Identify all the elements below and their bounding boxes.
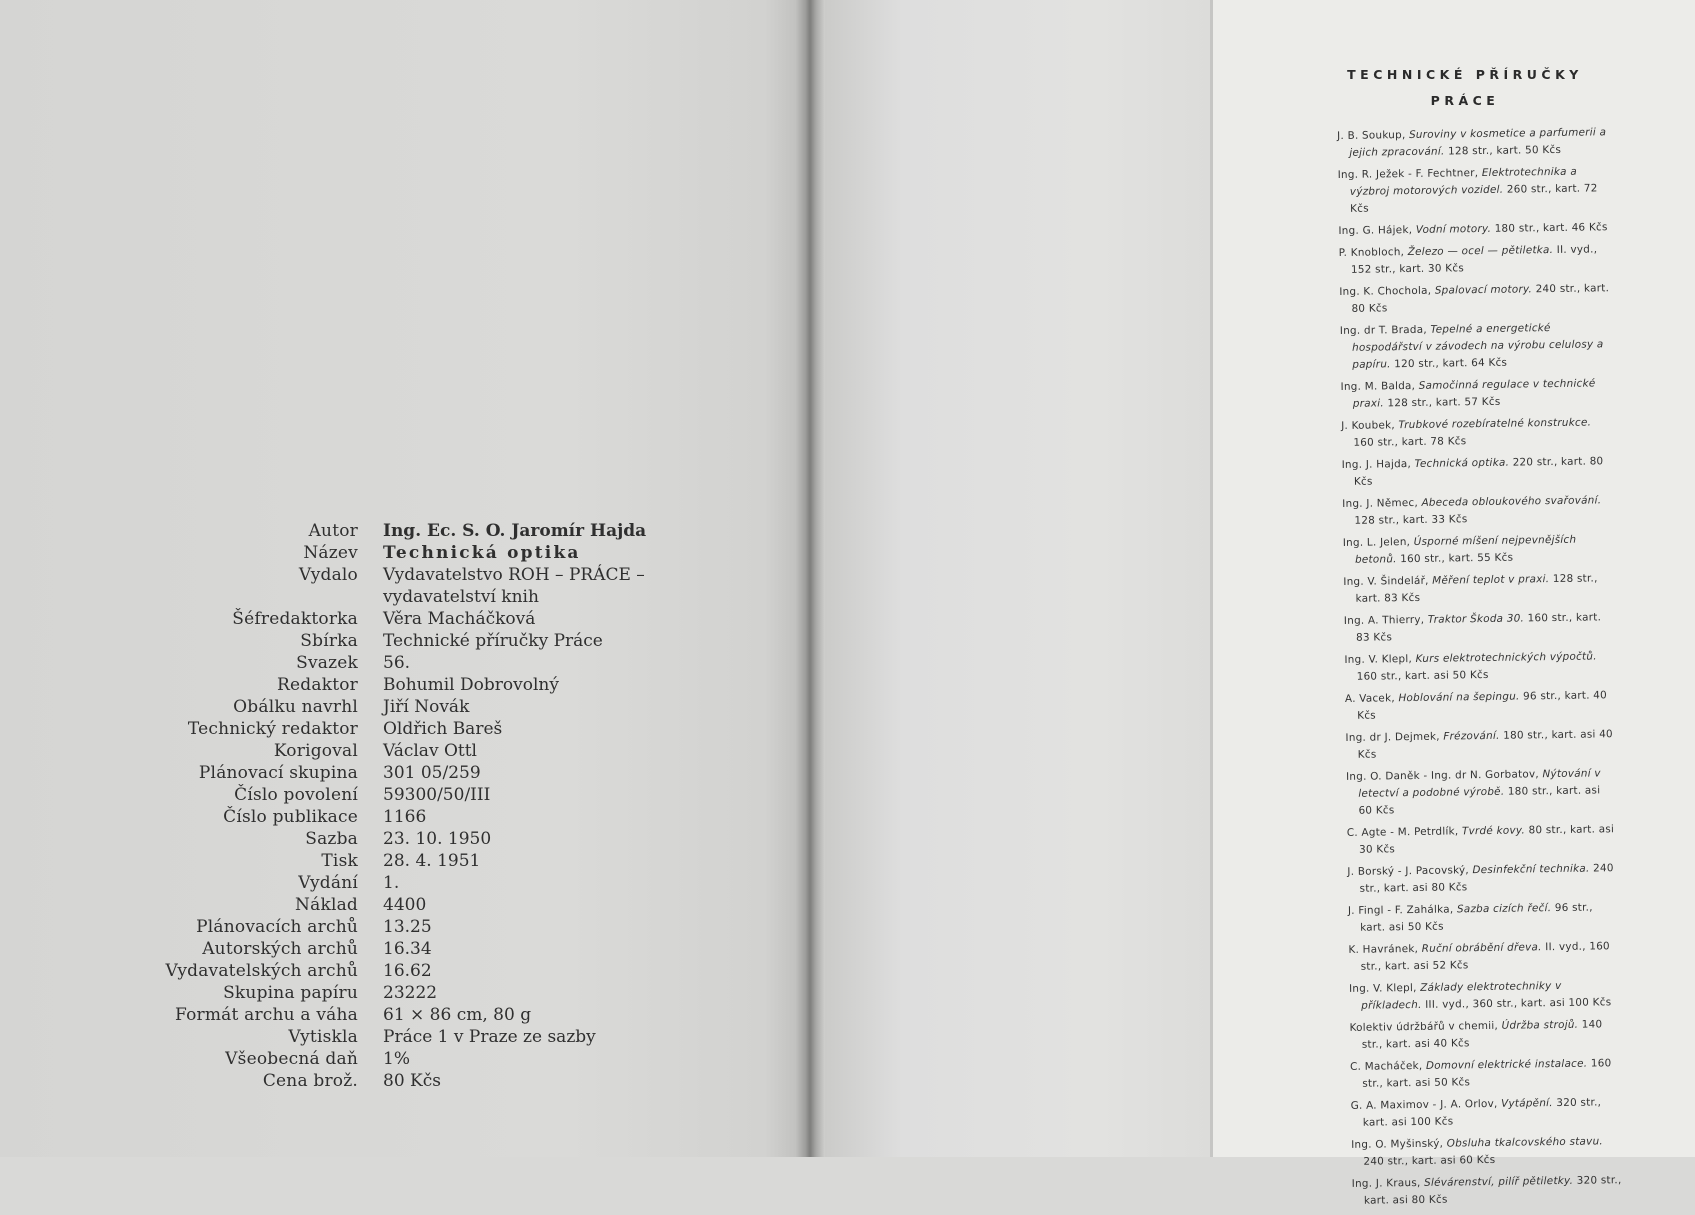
book-author: J. B. Soukup, bbox=[1337, 129, 1406, 142]
colophon-row bbox=[150, 740, 790, 762]
colophon-label: Plánovací skupina bbox=[198, 763, 358, 783]
list-item bbox=[1346, 765, 1617, 820]
list-item bbox=[1341, 375, 1611, 413]
book-details: 140 str., kart. asi 40 Kčs bbox=[1361, 1018, 1603, 1051]
colophon-value: 61 × 86 cm, 80 g bbox=[383, 1005, 532, 1025]
book-details: 128 str., kart. 33 Kčs bbox=[1354, 513, 1468, 527]
book-author: P. Knobloch, bbox=[1338, 246, 1405, 259]
colophon-value: Ing. Ec. S. O. Jaromír Hajda bbox=[383, 521, 647, 541]
colophon-label: Autorských archů bbox=[202, 939, 358, 959]
colophon-label: Obálku navrhl bbox=[233, 697, 358, 717]
book-details: 96 str., kart. asi 50 Kčs bbox=[1360, 901, 1593, 934]
colophon-row bbox=[150, 542, 790, 564]
colophon-row bbox=[150, 696, 790, 718]
list-item bbox=[1347, 821, 1617, 859]
colophon-value: Bohumil Dobrovolný bbox=[383, 675, 559, 695]
series-heading bbox=[1300, 62, 1630, 114]
colophon-value: 16.34 bbox=[383, 939, 432, 959]
colophon-row bbox=[150, 960, 790, 982]
colophon-row bbox=[150, 982, 790, 1004]
colophon-label: Vydavatelských archů bbox=[165, 961, 358, 981]
list-item bbox=[1344, 609, 1614, 647]
colophon-label: Vydalo bbox=[298, 565, 358, 585]
book-title: Elektrotechnika a výzbroj motorových vozidel. bbox=[1349, 165, 1578, 198]
list-item bbox=[1344, 648, 1614, 686]
list-item bbox=[1339, 280, 1609, 318]
book-title: Trubkové rozebíratelné konstrukce. bbox=[1398, 416, 1592, 432]
colophon-value: 59300/50/III bbox=[383, 785, 491, 805]
list-item bbox=[1351, 1094, 1621, 1132]
book-author: K. Havránek, bbox=[1348, 942, 1419, 956]
book-title: Základy elektrotechniky v příkladech. bbox=[1361, 979, 1562, 1012]
colophon-row bbox=[150, 718, 790, 740]
colophon-row bbox=[150, 916, 790, 938]
book-title: Sazba cizích řečí. bbox=[1456, 902, 1552, 916]
book-author: A. Vacek, bbox=[1344, 692, 1395, 705]
list-item bbox=[1341, 414, 1611, 452]
colophon-label: Skupina papíru bbox=[223, 983, 358, 1003]
book-title: Abeceda obloukového svařování. bbox=[1421, 494, 1602, 509]
book-author: J. Koubek, bbox=[1341, 419, 1395, 432]
book-author: Ing. L. Jelen, bbox=[1342, 536, 1411, 549]
book-author: Ing. K. Chochola, bbox=[1339, 284, 1432, 298]
colophon-label: Název bbox=[303, 543, 358, 563]
book-author: Ing. J. Němec, bbox=[1342, 496, 1419, 510]
colophon-row bbox=[150, 1048, 790, 1070]
colophon-label: Cena brož. bbox=[262, 1071, 358, 1091]
colophon-value: 56. bbox=[383, 653, 411, 673]
colophon-row bbox=[150, 1004, 790, 1026]
series-heading-line1: TECHNICKÉ PŘÍRUČKY bbox=[1347, 67, 1583, 82]
list-item bbox=[1342, 492, 1612, 530]
book-details: 320 str., kart. asi 100 Kčs bbox=[1362, 1096, 1602, 1129]
book-details: 180 str., kart. asi 40 Kčs bbox=[1357, 728, 1613, 761]
book-details: III. vyd., 360 str., kart. asi 100 Kčs bbox=[1425, 996, 1612, 1011]
book-title: Technická optika. bbox=[1414, 456, 1510, 470]
colophon-value: 28. 4. 1951 bbox=[383, 851, 481, 871]
book-title: Traktor Škoda 30. bbox=[1427, 612, 1525, 626]
book-author: Ing. M. Balda, bbox=[1340, 379, 1416, 393]
colophon-row bbox=[150, 894, 790, 916]
list-item bbox=[1347, 860, 1617, 898]
colophon-row bbox=[150, 762, 790, 784]
book-title: Úsporné míšení nejpevnějších betonů. bbox=[1354, 533, 1577, 566]
book-title: Slévárenství, pilíř pětiletky. bbox=[1423, 1174, 1574, 1189]
colophon-value: Jiří Novák bbox=[383, 697, 470, 717]
book-title: Tepelné a energetické hospodářství v závodech na výrobu celulosy a papíru. bbox=[1351, 322, 1604, 371]
book-author: Ing. J. Hajda, bbox=[1341, 457, 1412, 471]
book-author: C. Agte - M. Petrdlík, bbox=[1346, 825, 1459, 839]
book-title: Suroviny v kosmetice a parfumerii a jejich zpracování. bbox=[1349, 126, 1607, 159]
colophon-label: Sbírka bbox=[300, 631, 358, 651]
book-details: 180 str., kart. 46 Kčs bbox=[1494, 221, 1608, 235]
colophon-value: 13.25 bbox=[383, 917, 432, 937]
book-title: Měření teplot v praxi. bbox=[1432, 573, 1550, 587]
book-details: 128 str., kart. 57 Kčs bbox=[1387, 395, 1501, 410]
colophon-label: Náklad bbox=[295, 895, 358, 915]
book-details: 240 str., kart. 80 Kčs bbox=[1351, 282, 1610, 315]
colophon-value: Práce 1 v Praze ze sazby bbox=[383, 1027, 596, 1047]
book-details: 128 str., kart. 83 Kčs bbox=[1355, 572, 1598, 605]
colophon-label: Technický redaktor bbox=[187, 719, 358, 739]
list-item bbox=[1337, 124, 1607, 162]
book-title: Kurs elektrotechnických výpočtů. bbox=[1415, 650, 1597, 665]
book-title: Ruční obrábění dřeva. bbox=[1421, 941, 1542, 955]
book-details: 220 str., kart. 80 Kčs bbox=[1353, 455, 1604, 488]
book-details: 160 str., kart. asi 50 Kčs bbox=[1356, 668, 1489, 683]
colophon-label: Formát archu a váha bbox=[175, 1005, 358, 1025]
book-title: Údržba strojů. bbox=[1501, 1018, 1579, 1032]
book-details: 320 str., kart. asi 80 Kčs bbox=[1363, 1174, 1622, 1207]
list-item bbox=[1340, 319, 1611, 374]
colophon-label: Plánovacích archů bbox=[196, 917, 358, 937]
colophon-label: Číslo povolení bbox=[234, 785, 358, 805]
list-item bbox=[1349, 977, 1619, 1015]
book-title: Samočinná regulace v technické praxi. bbox=[1352, 377, 1596, 410]
colophon-value: 80 Kčs bbox=[383, 1071, 441, 1091]
colophon-label: Šéfredaktorka bbox=[232, 609, 358, 629]
book-details: 160 str., kart. 55 Kčs bbox=[1400, 551, 1514, 566]
book-details: 160 str., kart. asi 50 Kčs bbox=[1362, 1057, 1612, 1090]
colophon-label: Číslo publikace bbox=[223, 807, 358, 827]
colophon-row bbox=[150, 806, 790, 828]
book-author: Ing. O. Myšinský, bbox=[1351, 1137, 1444, 1151]
colophon-label: Všeobecná daň bbox=[225, 1049, 358, 1069]
colophon-row bbox=[150, 564, 790, 608]
list-item bbox=[1348, 899, 1618, 937]
book-details: 260 str., kart. 72 Kčs bbox=[1350, 182, 1598, 215]
book-title: Tvrdé kovy. bbox=[1461, 824, 1526, 838]
book-author: Kolektiv údržbářů v chemii, bbox=[1349, 1019, 1499, 1034]
book-details: 80 str., kart. asi 30 Kčs bbox=[1358, 823, 1615, 856]
colophon-label: Autor bbox=[308, 521, 358, 541]
book-details: 96 str., kart. 40 Kčs bbox=[1357, 689, 1608, 722]
book-title: Hoblování na šepingu. bbox=[1398, 690, 1520, 705]
book-author: Ing. dr T. Brada, bbox=[1339, 323, 1427, 337]
book-title: Vodní motory. bbox=[1415, 222, 1492, 236]
book-title: Desinfekční technika. bbox=[1472, 862, 1590, 877]
list-item bbox=[1342, 453, 1612, 491]
colophon-row bbox=[150, 520, 790, 542]
colophon-value: 1. bbox=[383, 873, 400, 893]
colophon-label: Vydání bbox=[298, 873, 358, 893]
colophon-value: 1166 bbox=[383, 807, 427, 827]
colophon-row bbox=[150, 784, 790, 806]
book-author: J. Fingl - F. Zahálka, bbox=[1347, 903, 1454, 917]
book-title: Nýtování v letectví a podobné výrobě. bbox=[1358, 767, 1601, 800]
colophon-value: 1% bbox=[383, 1049, 410, 1069]
list-item bbox=[1351, 1133, 1621, 1171]
book-author: Ing. O. Daněk - Ing. dr N. Gorbatov, bbox=[1345, 768, 1540, 783]
colophon-value: 16.62 bbox=[383, 961, 432, 981]
book-details: II. vyd., 152 str., kart. 30 Kčs bbox=[1350, 243, 1598, 276]
colophon-row bbox=[150, 652, 790, 674]
list-item bbox=[1345, 726, 1615, 764]
book-author: Ing. J. Kraus, bbox=[1351, 1176, 1421, 1190]
book-author: C. Macháček, bbox=[1350, 1059, 1423, 1073]
middle-page bbox=[825, 0, 1213, 1157]
book-author: Ing. V. Klepl, bbox=[1348, 981, 1417, 995]
book-title: Železo — ocel — pětiletka. bbox=[1407, 243, 1554, 259]
list-item bbox=[1348, 938, 1618, 976]
list-item bbox=[1350, 1055, 1620, 1093]
colophon-value: 4400 bbox=[383, 895, 427, 915]
book-details: 120 str., kart. 64 Kčs bbox=[1394, 356, 1508, 371]
book-title: Frézování. bbox=[1443, 729, 1500, 743]
colophon-value: 23. 10. 1950 bbox=[383, 829, 492, 849]
colophon-label: Redaktor bbox=[277, 675, 358, 695]
series-heading-line2: PRÁCE bbox=[1430, 93, 1500, 108]
book-title: Obsluha tkalcovského stavu. bbox=[1446, 1135, 1604, 1150]
book-author: Ing. dr J. Dejmek, bbox=[1345, 730, 1440, 744]
colophon-label: Svazek bbox=[296, 653, 358, 673]
colophon-row bbox=[150, 828, 790, 850]
book-author: Ing. V. Šindelář, bbox=[1343, 574, 1429, 588]
book-title: Spalovací motory. bbox=[1434, 283, 1533, 297]
book-author: Ing. V. Klepl, bbox=[1344, 653, 1413, 666]
colophon-label: Korigoval bbox=[273, 741, 358, 761]
colophon-value: Technická optika bbox=[383, 543, 581, 563]
book-details: 160 str., kart. 83 Kčs bbox=[1356, 611, 1602, 644]
book-details: 128 str., kart. 50 Kčs bbox=[1448, 143, 1562, 158]
colophon-row bbox=[150, 1070, 790, 1092]
list-item bbox=[1349, 1016, 1619, 1054]
book-author: G. A. Maximov - J. A. Orlov, bbox=[1350, 1097, 1498, 1112]
colophon-row bbox=[150, 674, 790, 696]
colophon-value: Oldřich Bareš bbox=[383, 719, 503, 739]
colophon-row bbox=[150, 630, 790, 652]
list-item bbox=[1338, 163, 1609, 218]
colophon-label: Vytiskla bbox=[288, 1027, 358, 1047]
colophon-value: Václav Ottl bbox=[383, 741, 477, 761]
series-book-list bbox=[1337, 124, 1622, 1215]
colophon-row bbox=[150, 1026, 790, 1048]
book-details: 180 str., kart. asi 60 Kčs bbox=[1358, 784, 1601, 817]
book-title: Domovní elektrické instalace. bbox=[1425, 1057, 1588, 1072]
colophon-value: Vydavatelstvo ROH – PRÁCE – vydavatelství knih bbox=[383, 565, 645, 607]
colophon-value: Věra Macháčková bbox=[383, 609, 536, 629]
list-item bbox=[1343, 531, 1613, 569]
list-item bbox=[1339, 241, 1609, 279]
book-author: J. Borský - J. Pacovský, bbox=[1347, 864, 1470, 878]
book-title: Vytápění. bbox=[1501, 1097, 1553, 1110]
list-item bbox=[1338, 219, 1608, 240]
colophon bbox=[150, 520, 790, 1092]
book-details: 240 str., kart. asi 60 Kčs bbox=[1363, 1153, 1496, 1168]
book-author: Ing. G. Hájek, bbox=[1338, 223, 1413, 237]
colophon-row bbox=[150, 938, 790, 960]
book-details: 160 str., kart. 78 Kčs bbox=[1353, 435, 1467, 449]
colophon-value: 301 05/259 bbox=[383, 763, 481, 783]
book-gutter bbox=[795, 0, 825, 1157]
colophon-row bbox=[150, 872, 790, 894]
colophon-value: 23222 bbox=[383, 983, 438, 1003]
book-author: Ing. R. Ježek - F. Fechtner, bbox=[1337, 167, 1479, 181]
book-author: Ing. A. Thierry, bbox=[1343, 613, 1425, 627]
book-details: 240 str., kart. asi 80 Kčs bbox=[1359, 862, 1614, 895]
colophon-label: Sazba bbox=[305, 829, 358, 849]
colophon-value: Technické příručky Práce bbox=[383, 631, 603, 651]
book-details: II. vyd., 160 str., kart. asi 52 Kčs bbox=[1360, 940, 1610, 973]
colophon-label: Tisk bbox=[321, 851, 358, 871]
list-item bbox=[1345, 687, 1615, 725]
colophon-row bbox=[150, 850, 790, 872]
list-item bbox=[1352, 1172, 1622, 1210]
list-item bbox=[1343, 570, 1613, 608]
colophon-row bbox=[150, 608, 790, 630]
